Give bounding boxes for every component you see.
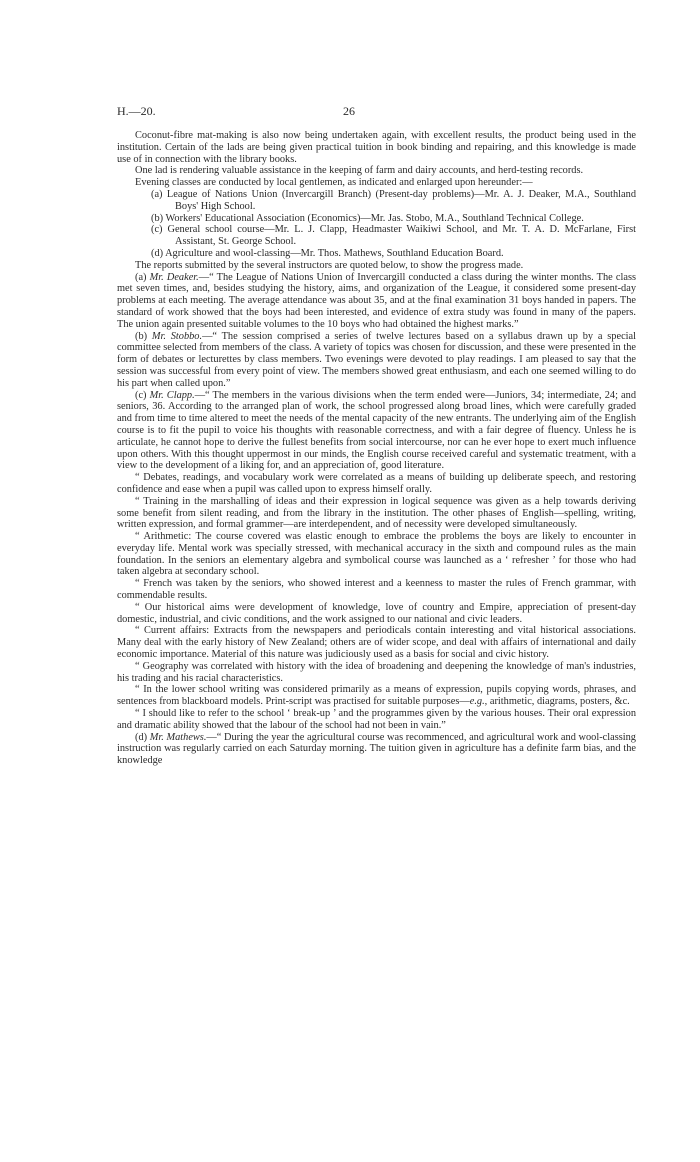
paragraph-text: (c) General school course—Mr. L. J. Clapp, Headmaster Waikiwi School, and Mr. T. A. D. McFarlane, First Assistant, St. George School. [151, 224, 636, 248]
paragraph-text: “ Geography was correlated with history with the idea of broadening and deepening the knowledge of man's industries, his trading and his racial characteristics. [117, 660, 636, 684]
paragraph-lead: (c) [135, 389, 150, 401]
paragraph [117, 390, 636, 473]
paragraph [117, 260, 636, 272]
paragraph [117, 177, 636, 189]
list-item [117, 189, 636, 213]
italic-name: Mr. Deaker. [149, 271, 199, 283]
paragraph-text: “ Debates, readings, and vocabulary work were correlated as a means of building up deliberate speech, and restoring confidence and ease when a pupil was called upon to express himself orally. [117, 472, 636, 495]
paragraph-text: “ Our historical aims were development of knowledge, love of country and Empire, appreciation of present-day domestic, industrial, and civic conditions, and the work assigned to our national and civic leaders. [117, 601, 636, 625]
paragraph [117, 684, 636, 708]
list-item [117, 248, 636, 260]
paragraph [117, 625, 636, 660]
paragraph-text: (a) League of Nations Union (Invercargill Branch) (Present-day problems)—Mr. A. J. Deaker, M.A., Southland Boys' High School. [151, 188, 636, 212]
paragraph [117, 165, 636, 177]
italic-name: e.g., [469, 696, 488, 708]
paragraph [117, 272, 636, 331]
paragraph-lead: “ In the lower school writing was considered primarily as a means of expression, pupils copying words, phrases, and sentences from blackboard models. Print-script was practised for suitable purposes— [117, 684, 636, 708]
italic-name: Mr. Mathews. [149, 731, 207, 743]
paragraph-text: Coconut-fibre mat-making is also now being undertaken again, with excellent results, the product being used in the institution. Certain of the lads are being given practical tuition in book binding and repairing, and this knowledge is made use of in connection with the library books. [117, 130, 636, 165]
paragraph [117, 472, 636, 496]
paragraph-text: —“ The members in the various divisions when the term ended were—Juniors, 34; intermediate, 24; and seniors, 36. According to the arranged plan of work, the school progressed along broad lines, which were carefully graded and from time to time altered to meet the needs of the mental capacity of the new entrants. The underlying aim of the English course is to fit the pupil to voice his thoughts with reasonable correctness, and with a fair degree of fluency. Unless he is articulate, he cannot hope to derive the fullest benefits from social intercourse, nor can he ever hope to exert much influence upon others. With this thought uppermost in our minds, the English course received careful and systematic treatment, with a view to the development of a liking for, and an appreciation of, good literature. [117, 389, 636, 472]
italic-name: Mr. Clapp. [149, 389, 195, 401]
paragraph [117, 661, 636, 685]
document-body [117, 130, 636, 767]
list-item [117, 224, 636, 248]
paragraph-text: Evening classes are conducted by local gentlemen, as indicated and enlarged upon hereunder:— [135, 177, 533, 189]
paragraph-text: “ I should like to refer to the school ‘ break-up ’ and the programmes given by the various houses. Their oral expression and dramatic ability showed that the labour of the school had not been in vain.” [117, 708, 636, 731]
paragraph [117, 732, 636, 767]
paragraph [117, 602, 636, 626]
paragraph-text: “ Arithmetic: The course covered was elastic enough to embrace the problems the boys are likely to encounter in everyday life. Mental work was specially stressed, with mechanical accuracy in the sixth and compound rules as the main foundation. In the seniors an elementary algebra and symbolical course was launched as a ‘ refresher ’ for those who had taken algebra at secondary school. [117, 531, 636, 578]
italic-name: Mr. Stobbo. [151, 330, 203, 342]
paragraph-text: —“ The League of Nations Union of Invercargill conducted a class during the winter months. The class met seven times, and, besides studying the history, aims, and organization of the League, it considered some present-day problems at each meeting. The average attendance was about 35, and at the final examination 31 boys handed in papers. The standard of work showed that the boys had been interested, and evidence of extra study was found in many of the papers. The union again presented suitable volumes to the 10 boys who had obtained the highest marks.” [117, 271, 636, 330]
paragraph [117, 578, 636, 602]
page-number: 26 [343, 104, 355, 118]
page-header [117, 106, 603, 120]
paragraph-text: “ Training in the marshalling of ideas and their expression in logical sequence was given as a help towards deriving some benefit from silent reading, and from the library in the institution. The other phases of English—spelling, writing, written expression, and formal grammer—are interdependent, and of necessity were developed simultaneously. [117, 495, 636, 531]
paragraph-lead: (b) [135, 330, 152, 342]
paragraph-text: (d) Agriculture and wool-classing—Mr. Thos. Mathews, Southland Education Board. [151, 247, 504, 259]
paragraph-lead: (d) [135, 731, 150, 743]
paragraph-text: One lad is rendering valuable assistance in the keeping of farm and dairy accounts, and herd-testing records. [135, 165, 584, 177]
paragraph-lead: (a) [135, 271, 150, 283]
paragraph [117, 130, 636, 165]
paragraph-text: The reports submitted by the several instructors are quoted below, to show the progress made. [135, 259, 524, 271]
list-item [117, 213, 636, 225]
paragraph-text: —“ During the year the agricultural course was recommenced, and agricultural work and wool-classing instruction was regularly carried on each Saturday morning. The tuition given in agriculture has a definite farm bias, and the knowledge [117, 731, 636, 767]
paragraph-text: “ Current affairs: Extracts from the newspapers and periodicals contain interesting and vital historical associations. Many deal with the early history of New Zealand; others are of wider scope, and deal with affairs of international and daily economic importance. Material of this nature was judiciously used as a basis for social and civic history. [117, 625, 636, 661]
paragraph-text: arithmetic, diagrams, posters, &c. [487, 696, 630, 708]
paragraph-text: —“ The session comprised a series of twelve lectures based on a syllabus drawn up by a special committee selected from members of the class. A variety of topics was chosen for discussion, and these were presented in the form of debates or lecturettes by class members. Two evenings were devoted to play readings. I am pleased to say that the session was successful from every point of view. The members showed great enthusiasm, and each one seemed willing to do his part when called upon.” [117, 330, 636, 389]
paragraph [117, 496, 636, 531]
document-reference: H.—20. [117, 104, 156, 118]
paragraph-text: “ French was taken by the seniors, who showed interest and a keenness to master the rules of French grammar, with commendable results. [117, 578, 636, 602]
paragraph [117, 531, 636, 578]
paragraph-text: (b) Workers' Educational Association (Economics)—Mr. Jas. Stobo, M.A., Southland Technical College. [151, 212, 584, 224]
paragraph [117, 708, 636, 732]
paragraph [117, 331, 636, 390]
